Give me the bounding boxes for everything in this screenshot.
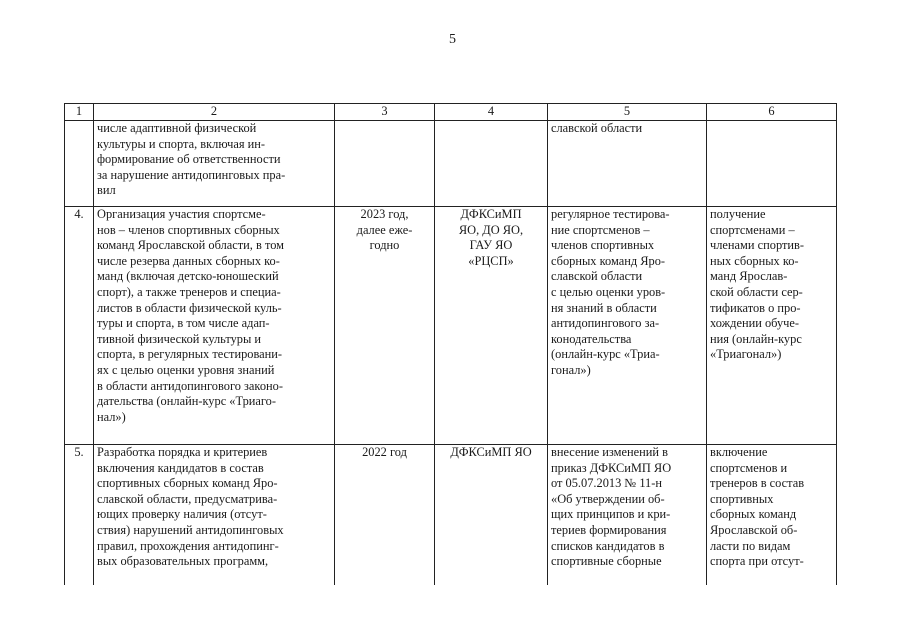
column-header-1: 1: [65, 104, 94, 121]
deadline-cell: 2022 год: [335, 445, 435, 586]
deadline-cell: 2023 год, далее еже- годно: [335, 207, 435, 445]
result-cell: регулярное тестирова- ние спортсменов – членов спортивных сборных команд Яро- славской области с целью оценки уров- ня знаний в области антидопингового за- конодательства (онлайн-курс «Триа- гонал»): [548, 207, 707, 445]
activity-cell: Организация участия спортсме- нов – членов спортивных сборных команд Ярославской области, в том числе резерва данных сборных ко- манд (включая детско-юношеский спорт), а также тренеров и специа- листов в области физической куль- туры и спорта, в том числе адап- тивной физической культуры и спорта, в регулярных тестировани- ях с целью оценки уровня знаний в области антидопингового законо- дательства (онлайн-курс «Триаго- нал»): [94, 207, 335, 445]
column-header-3: 3: [335, 104, 435, 121]
column-header-2: 2: [94, 104, 335, 121]
column-header-5: 5: [548, 104, 707, 121]
activity-cell: Разработка порядка и критериев включения кандидатов в состав спортивных сборных команд Яро- славской области, предусматрива- ющих проверку наличия (отсут- ствия) нарушений антидопинговых правил, прохождения антидопинг- вых образовательных программ,: [94, 445, 335, 586]
column-header-6: 6: [707, 104, 837, 121]
deadline-cell: [335, 121, 435, 207]
row-number-cell: 5.: [65, 445, 94, 586]
result-cell: внесение изменений в приказ ДФКСиМП ЯО от 05.07.2013 № 11-н «Об утверждении об- щих принципов и кри- териев формирования списков кандидатов в спортивные сборные: [548, 445, 707, 586]
row-number-cell: 4.: [65, 207, 94, 445]
indicator-cell: включение спортсменов и тренеров в состав спортивных сборных команд Ярославской об- ласти по видам спорта при отсут-: [707, 445, 837, 586]
row-number-cell: [65, 121, 94, 207]
executors-cell: ДФКСиМП ЯО, ДО ЯО, ГАУ ЯО «РЦСП»: [435, 207, 548, 445]
indicator-cell: получение спортсменами – членами спортив- ных сборных ко- манд Ярослав- ской области сер- тификатов о про- хождении обуче- ния (онлайн-курс «Триагонал»): [707, 207, 837, 445]
table-header-row: [65, 104, 837, 121]
activity-cell: числе адаптивной физической культуры и спорта, включая ин- формирование об ответственности за нарушение антидопинговых пра- вил: [94, 121, 335, 207]
executors-cell: ДФКСиМП ЯО: [435, 445, 548, 586]
activities-table: [64, 103, 837, 585]
indicator-cell: [707, 121, 837, 207]
table-row: [65, 207, 837, 445]
page-number: 5: [449, 32, 456, 47]
executors-cell: [435, 121, 548, 207]
table-row: [65, 121, 837, 207]
column-header-4: 4: [435, 104, 548, 121]
result-cell: славской области: [548, 121, 707, 207]
table-row: [65, 445, 837, 586]
